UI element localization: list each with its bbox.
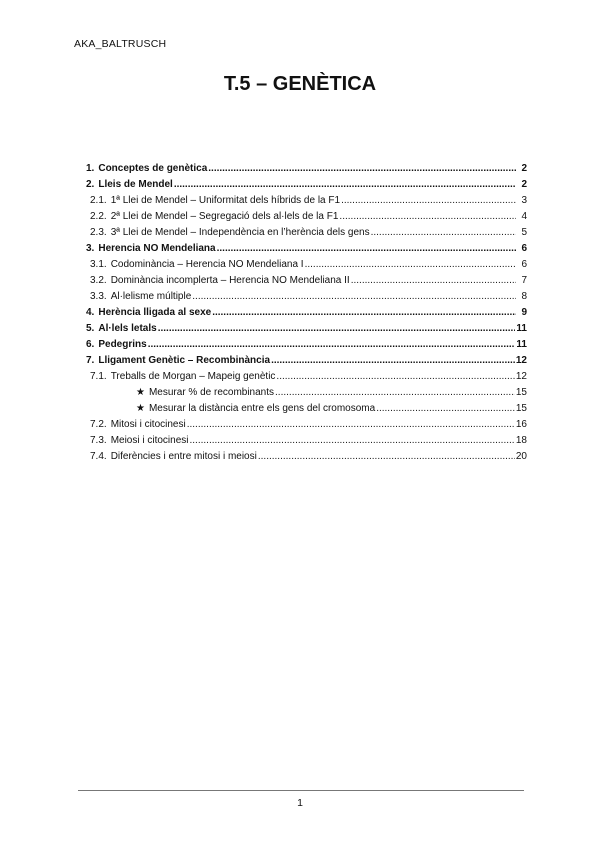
toc-entry[interactable] bbox=[86, 257, 527, 273]
toc-entry[interactable] bbox=[86, 433, 527, 449]
toc-entry-number: 6. bbox=[86, 339, 95, 350]
toc-entry[interactable] bbox=[86, 209, 527, 225]
toc-entry-page: 12 bbox=[515, 371, 527, 382]
toc-entry[interactable] bbox=[86, 449, 527, 465]
document-title: T.5 – GENÈTICA bbox=[223, 73, 377, 95]
toc-leader-dots bbox=[305, 257, 516, 273]
toc-entry-page: 11 bbox=[516, 323, 527, 334]
toc-entry-number: 3.3. bbox=[90, 291, 107, 302]
toc-entry-text: Meiosi i citocinesi bbox=[110, 435, 189, 446]
toc-entry-text: Al·lelisme múltiple bbox=[110, 291, 192, 302]
toc-entry-text: Conceptes de genètica bbox=[98, 163, 208, 174]
toc-entry-text: Pedegrins bbox=[98, 339, 147, 350]
toc-entry-page: 2 bbox=[521, 163, 527, 174]
toc-entry[interactable] bbox=[86, 353, 527, 369]
toc-entry-page: 9 bbox=[521, 307, 527, 318]
toc-entry-page: 3 bbox=[521, 195, 527, 206]
toc-leader-dots bbox=[148, 337, 516, 353]
toc-leader-dots bbox=[339, 209, 516, 225]
toc-entry-page: 6 bbox=[521, 243, 527, 254]
toc-entry[interactable] bbox=[86, 385, 527, 401]
toc-entry-text: Dominància incomplerta – Herencia NO Mendeliana II bbox=[110, 275, 350, 286]
toc-entry-text: Diferències i entre mitosi i meiosi bbox=[110, 451, 257, 462]
toc-entry[interactable] bbox=[86, 177, 527, 193]
toc-leader-dots bbox=[187, 417, 515, 433]
toc-entry-page: 16 bbox=[515, 419, 527, 430]
toc-leader-dots bbox=[376, 401, 515, 417]
header-author-label: AKA_BALTRUSCH bbox=[74, 38, 167, 50]
toc-entry[interactable] bbox=[86, 161, 527, 177]
page-number: 1 bbox=[297, 797, 303, 809]
toc-entry-number: 7.3. bbox=[90, 435, 107, 446]
toc-entry-text: 2ª Llei de Mendel – Segregació dels al·lels de la F1 bbox=[110, 211, 339, 222]
toc-entry-number: 7.4. bbox=[90, 451, 107, 462]
toc-leader-dots bbox=[276, 369, 514, 385]
toc-entry-page: 4 bbox=[521, 211, 527, 222]
toc-entry[interactable] bbox=[86, 321, 527, 337]
toc-entry-text: Herencia NO Mendeliana bbox=[98, 243, 216, 254]
toc-leader-dots bbox=[275, 385, 515, 401]
toc-entry-page: 15 bbox=[515, 387, 527, 398]
toc-entry-number: 7.2. bbox=[90, 419, 107, 430]
toc-entry-number: 3. bbox=[86, 243, 95, 254]
toc-entry-page: 11 bbox=[516, 339, 527, 350]
toc-leader-dots bbox=[258, 449, 515, 465]
toc-leader-dots bbox=[217, 241, 516, 257]
toc-entry-text: Lleis de Mendel bbox=[98, 179, 173, 190]
toc-entry[interactable] bbox=[86, 273, 527, 289]
toc-entry[interactable] bbox=[86, 417, 527, 433]
toc-entry-text: Lligament Genètic – Recombinància bbox=[98, 355, 271, 366]
toc-entry-number: 1. bbox=[86, 163, 95, 174]
toc-entry-number: 2. bbox=[86, 179, 95, 190]
toc-entry-page: 12 bbox=[515, 355, 527, 366]
toc-entry[interactable] bbox=[86, 193, 527, 209]
toc-entry[interactable] bbox=[86, 337, 527, 353]
toc-entry-page: 6 bbox=[521, 259, 527, 270]
toc-entry-number: 4. bbox=[86, 307, 95, 318]
toc-entry[interactable] bbox=[86, 241, 527, 257]
toc-leader-dots bbox=[341, 193, 516, 209]
toc-entry-page: 15 bbox=[515, 403, 527, 414]
toc-leader-dots bbox=[212, 305, 516, 321]
toc-entry-text: 3ª Llei de Mendel – Independència en l’herència dels gens bbox=[110, 227, 370, 238]
toc-leader-dots bbox=[371, 225, 516, 241]
toc-entry-number: 2.1. bbox=[90, 195, 107, 206]
toc-entry-page: 20 bbox=[515, 451, 527, 462]
toc-entry-number: 2.2. bbox=[90, 211, 107, 222]
toc-entry-text: Mesurar % de recombinants bbox=[148, 387, 275, 398]
toc-leader-dots bbox=[208, 161, 516, 177]
toc-entry[interactable] bbox=[86, 369, 527, 385]
star-bullet-icon: ★ bbox=[136, 387, 145, 398]
toc-entry-text: Mesurar la distància entre els gens del cromosoma bbox=[148, 403, 376, 414]
toc-leader-dots bbox=[190, 433, 515, 449]
toc-entry-page: 5 bbox=[521, 227, 527, 238]
toc-entry-text: Mitosi i citocinesi bbox=[110, 419, 186, 430]
toc-leader-dots bbox=[192, 289, 516, 305]
toc-leader-dots bbox=[351, 273, 516, 289]
toc-entry-page: 18 bbox=[515, 435, 527, 446]
toc-entry-text: Herència lligada al sexe bbox=[98, 307, 212, 318]
table-of-contents bbox=[86, 161, 527, 465]
toc-entry-number: 7. bbox=[86, 355, 95, 366]
toc-entry-text: Treballs de Morgan – Mapeig genètic bbox=[110, 371, 276, 382]
toc-entry-text: 1ª Llei de Mendel – Uniformitat dels híbrids de la F1 bbox=[110, 195, 341, 206]
toc-entry-number: 2.3. bbox=[90, 227, 107, 238]
toc-entry-number: 7.1. bbox=[90, 371, 107, 382]
toc-entry[interactable] bbox=[86, 305, 527, 321]
footer-divider bbox=[78, 790, 524, 791]
toc-entry-page: 2 bbox=[521, 179, 527, 190]
toc-entry[interactable] bbox=[86, 225, 527, 241]
star-bullet-icon: ★ bbox=[136, 403, 145, 414]
toc-entry-text: Codominància – Herencia NO Mendeliana I bbox=[110, 259, 304, 270]
toc-entry[interactable] bbox=[86, 289, 527, 305]
toc-entry-text: Al·lels letals bbox=[98, 323, 157, 334]
toc-entry-number: 3.2. bbox=[90, 275, 107, 286]
toc-entry-page: 7 bbox=[521, 275, 527, 286]
toc-leader-dots bbox=[174, 177, 516, 193]
toc-leader-dots bbox=[158, 321, 516, 337]
toc-entry[interactable] bbox=[86, 401, 527, 417]
toc-leader-dots bbox=[271, 353, 515, 369]
toc-entry-number: 5. bbox=[86, 323, 95, 334]
toc-entry-number: 3.1. bbox=[90, 259, 107, 270]
toc-entry-page: 8 bbox=[521, 291, 527, 302]
